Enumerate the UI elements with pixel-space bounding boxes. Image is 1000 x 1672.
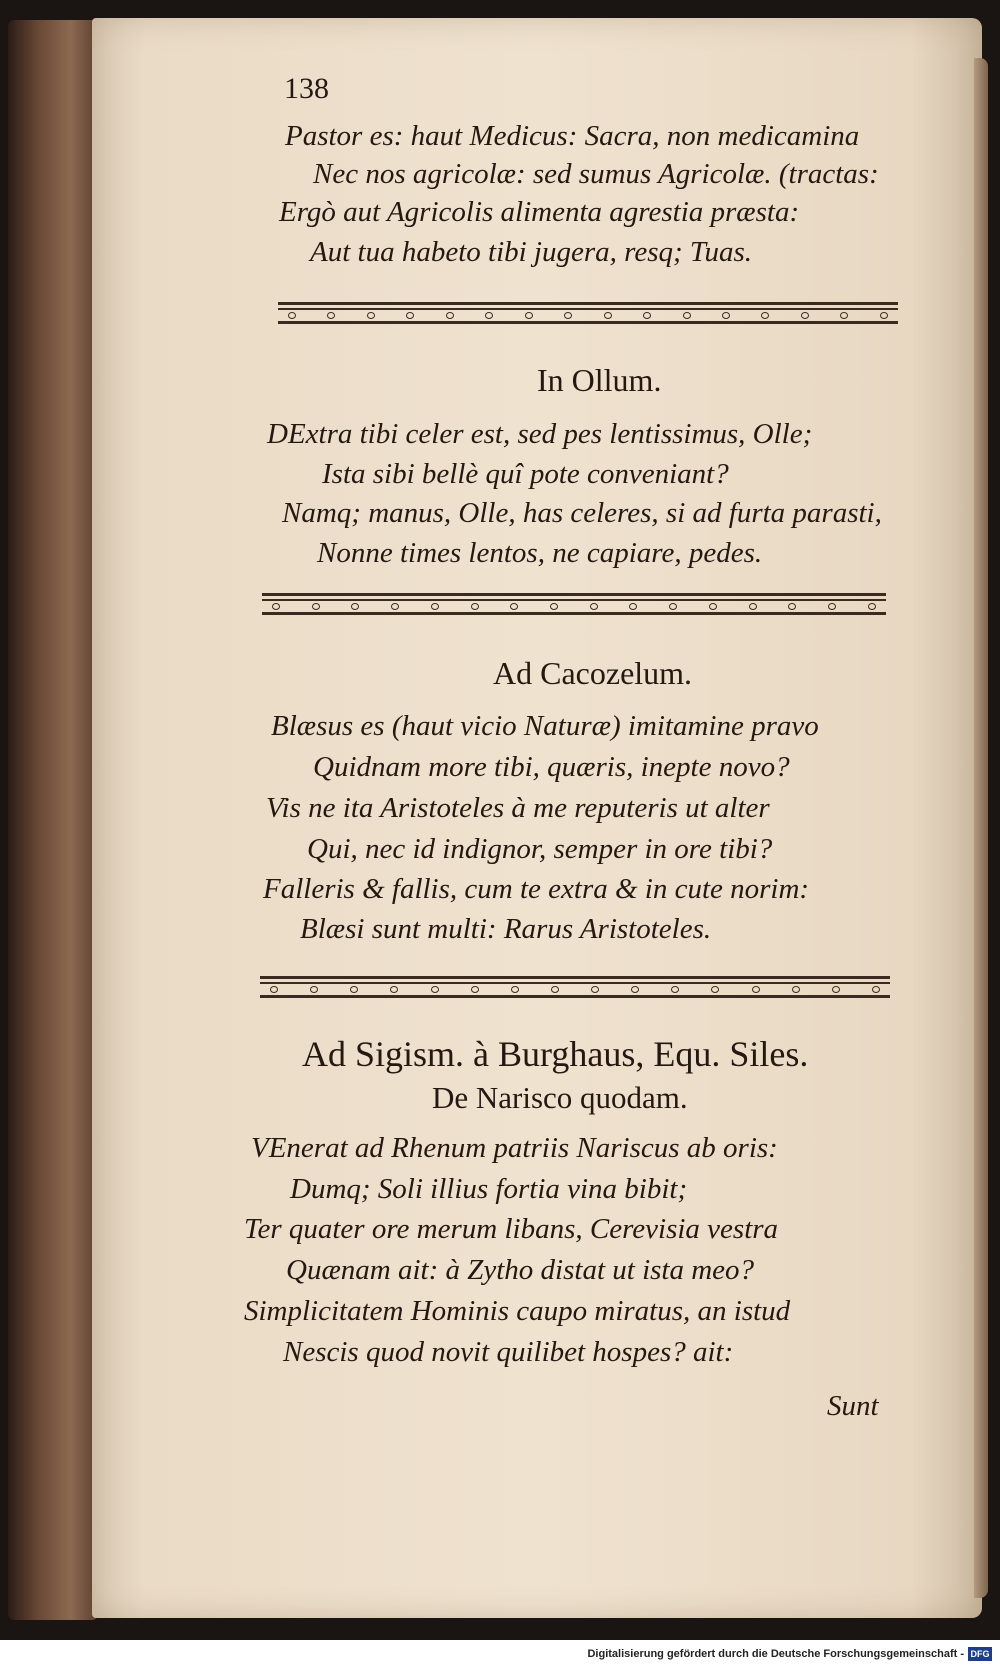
poem2-line-3: Namq; manus, Olle, has celeres, si ad furta parasti, xyxy=(282,497,882,529)
poem4-title: Ad Sigism. à Burghaus, Equ. Siles. xyxy=(302,1034,809,1074)
footer-bar xyxy=(0,1640,1000,1672)
poem4-line-3: Ter quater ore merum libans, Cerevisia vestra xyxy=(244,1213,779,1245)
poem3-line-5: Falleris & fallis, cum te extra & in cute norim: xyxy=(263,873,810,905)
poem3-line-4: Qui, nec id indignor, semper in ore tibi? xyxy=(307,833,773,865)
poem3-line-6: Blæsi sunt multi: Rarus Aristoteles. xyxy=(300,913,712,945)
poem4-line-2: Dumq; Soli illius fortia vina bibit; xyxy=(290,1173,688,1205)
poem2-line-1: DExtra tibi celer est, sed pes lentissimus, Olle; xyxy=(267,418,813,450)
poem3-line-1: Blæsus es (haut vicio Naturæ) imitamine pravo xyxy=(271,710,819,742)
poem1-line-4: Aut tua habeto tibi jugera, resq; Tuas. xyxy=(310,236,752,268)
poem2-line-4: Nonne times lentos, ne capiare, pedes. xyxy=(317,537,763,569)
poem4-line-5: Simplicitatem Hominis caupo miratus, an istud xyxy=(244,1295,791,1327)
dfg-logo[interactable]: DFG xyxy=(968,1647,992,1661)
page-edge xyxy=(974,58,988,1598)
separator-ornament xyxy=(262,593,886,617)
poem4-line-4: Quænam ait: à Zytho distat ut ista meo? xyxy=(286,1254,755,1286)
separator-ornament xyxy=(278,302,898,326)
poem3-title: Ad Cacozelum. xyxy=(493,655,693,691)
page-number: 138 xyxy=(284,72,329,105)
poem4-line-1: VEnerat ad Rhenum patriis Nariscus ab oris: xyxy=(251,1132,778,1164)
poem3-line-3: Vis ne ita Aristoteles à me reputeris ut alter xyxy=(266,792,770,824)
poem1-line-1: Pastor es: haut Medicus: Sacra, non medicamina xyxy=(285,120,860,152)
poem4-line-6: Nescis quod novit quilibet hospes? ait: xyxy=(283,1336,734,1368)
catchword: Sunt xyxy=(827,1390,879,1422)
poem1-line-3: Ergò aut Agricolis alimenta agrestia præsta: xyxy=(279,196,800,228)
poem4-subtitle: De Narisco quodam. xyxy=(432,1080,688,1115)
poem2-line-2: Ista sibi bellè quî pote conveniant? xyxy=(322,458,729,490)
funding-credit: Digitalisierung gefördert durch die Deutsche Forschungsgemeinschaft - xyxy=(587,1648,964,1660)
poem2-title: In Ollum. xyxy=(537,362,662,398)
separator-ornament xyxy=(260,976,890,1000)
book-binding xyxy=(8,20,98,1620)
poem3-line-2: Quidnam more tibi, quæris, inepte novo? xyxy=(313,751,790,783)
poem1-line-2: Nec nos agricolæ: sed sumus Agricolæ. (tractas: xyxy=(313,158,879,190)
